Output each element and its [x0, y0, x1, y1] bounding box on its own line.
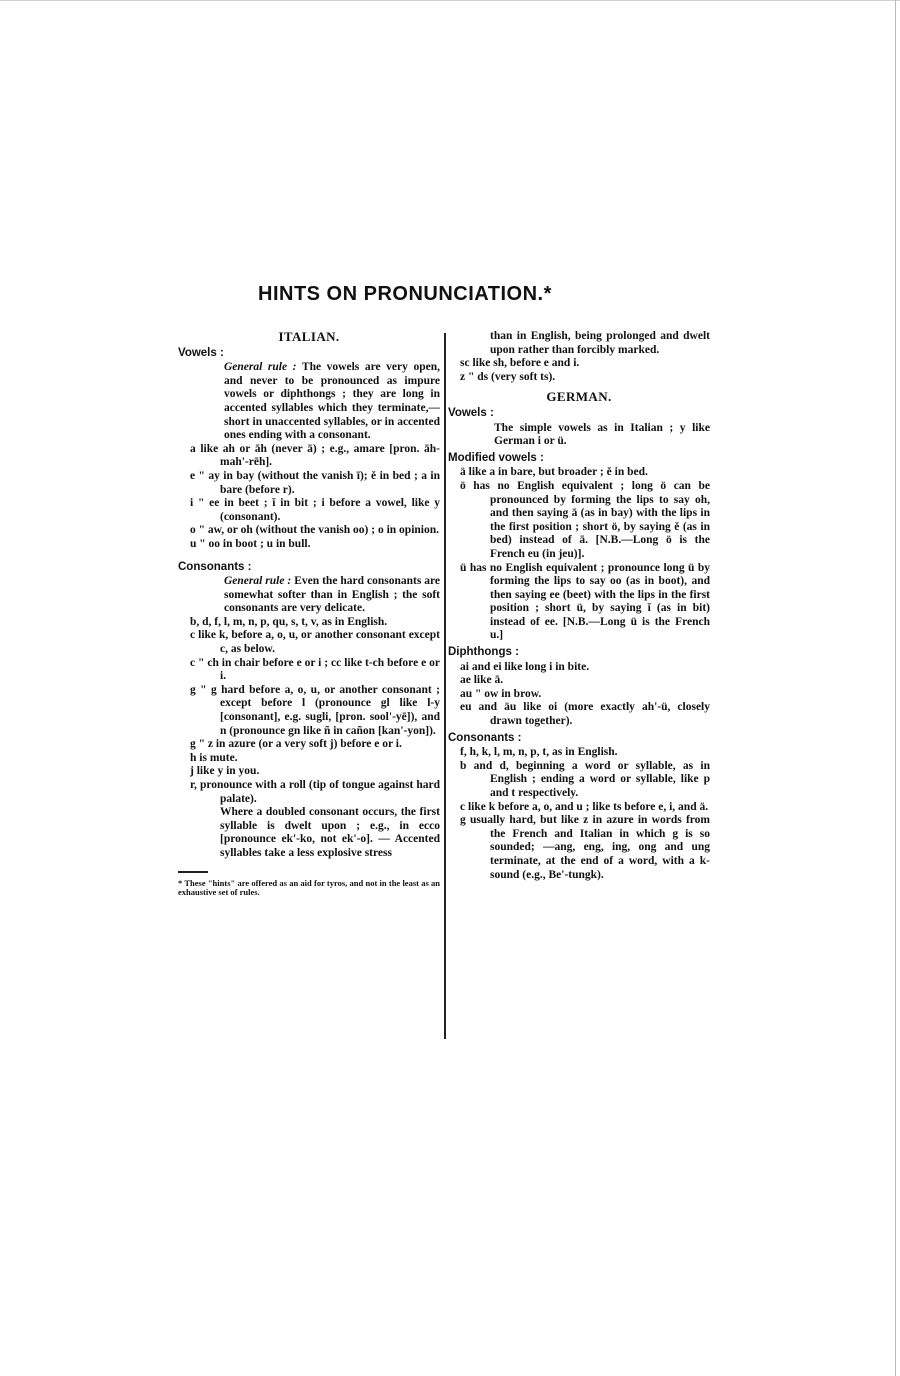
german-consonants-heading: Consonants :: [448, 731, 522, 744]
italian-heading: ITALIAN.: [278, 329, 340, 344]
italian-cons-rule-text: Even the hard consonants are somewhat softer than in English ; the soft consonants are very delicate.: [224, 575, 441, 615]
italian-cons-c2: c " ch in chair before e or i ; cc like t-ch before e or i.: [190, 656, 440, 683]
italian-consonants-heading: Consonants :: [178, 560, 252, 573]
german-diphthongs-heading: Diphthongs :: [448, 646, 519, 659]
german-mod-a: ä like a in bare, but broader ; ě in bed.: [460, 466, 648, 479]
footnote-rule: [178, 871, 208, 873]
page-right-border: [895, 0, 896, 1376]
italian-cons-g1: g " g hard before a, o, u, or another consonant ; except before l (pronounce gl like l-y [consonant], e.g. sugli, [pron. sool'-yē]), and n (pronounce gn like ñ in cañon [kan'-yon]).: [190, 683, 440, 737]
german-cons-list: f, h, k, l, m, n, p, t, as in English.: [460, 746, 618, 759]
italian-cons-list: b, d, f, l, m, n, p, qu, s, t, v, as in English.: [190, 615, 388, 628]
german-diph-ai: ai and ei like long i in bite.: [460, 660, 590, 673]
german-cons-g: g usually hard, but like z in azure in words from the French and Italian in which g is so sounded; —ang, eng, ing, ong and ung terminate, at the end of a word, with a k-sound (e.g., Be'-tungk).: [460, 814, 710, 881]
german-cons-c: c like k before a, o, and u ; like ts before e, i, and ä.: [460, 800, 709, 813]
italian-cons-rule-label: General rule :: [224, 575, 292, 588]
italian-cons-r: r, pronounce with a roll (tip of tongue against hard palate).: [190, 779, 440, 805]
italian-vowels-rule-label: General rule :: [224, 361, 297, 374]
page-title: HINTS ON PRONUNCIATION.*: [258, 283, 552, 305]
italian-cons-g2: g " z in azure (or a very soft j) before e or i.: [190, 738, 402, 751]
italian-cons-h: h is mute.: [190, 751, 238, 764]
italian-cons-j: j like y in you.: [190, 765, 260, 778]
italian-cons-z: z " ds (very soft ts).: [460, 370, 556, 383]
german-vowels-heading: Vowels :: [448, 406, 494, 419]
italian-vowel-o: o " aw, or oh (without the vanish oo) ; o in opinion.: [190, 524, 439, 537]
italian-vowel-a: a like ah or āh (never ā) ; e.g., amare [pron. āh-mah'-rēh].: [190, 442, 440, 469]
italian-doubled-consonants: Where a doubled consonant occurs, the first syllable is dwelt upon ; e.g., in ecco [pronounce ek'-ko, not ek'-o]. — Accented syllables take a less explosive stress: [220, 806, 440, 859]
german-mod-o: ö has no English equivalent ; long ö can be pronounced by forming the lips to say oh, and then saying ā (as in bay) with the lips in the first position ; short ö, by saying ě (as in bed) instead of ā. [N.B.—Long ö is the French eu (in jeu)].: [460, 479, 710, 560]
italian-cons-sc: sc like sh, before e and i.: [460, 357, 580, 370]
italian-vowel-i: i " ee in beet ; ĭ in bit ; i before a vowel, like y (consonant).: [190, 497, 440, 523]
german-heading: GERMAN.: [546, 389, 612, 405]
german-modified-vowels-heading: Modified vowels :: [448, 451, 544, 464]
italian-vowels-rule-text: The vowels are very open, and never to be pronounced as impure vowels or diphthongs ; they are long in accented syllables which they terminate,—short in unaccented syllables, or in accented ones ending with a consonant.: [224, 361, 440, 442]
german-diph-ae: ae like ā.: [460, 674, 504, 687]
column-divider: [444, 333, 446, 1039]
italian-cons-c1: c like k, before a, o, u, or another consonant except c, as below.: [190, 629, 440, 656]
german-vowels-text: The simple vowels as in Italian ; y like German i or ü.: [494, 421, 710, 448]
italian-stress-continuation: than in English, being prolonged and dwelt upon rather than forcibly marked.: [490, 330, 710, 356]
italian-column: [178, 330, 440, 898]
german-mod-u: ü has no English equivalent ; pronounce long ü by forming the lips to say oo (as in boot), and then saying ee (beet) with the lips in the first position ; short ü, by saying ĭ (as in bit) instead of ee. [N.B.—Long ü is the French u.]: [460, 561, 710, 642]
german-cons-bd: b and d, beginning a word or syllable, as in English ; ending a word or syllable, like p and t respectively.: [460, 759, 710, 799]
italian-consonants-rule: [178, 575, 440, 616]
italian-vowels-rule: [178, 361, 440, 443]
german-diph-eu: eu and äu like oi (more exactly ah'-ü, closely drawn together).: [460, 701, 710, 728]
page-top-border: [0, 0, 900, 1]
italian-vowel-u: u " oo in boot ; u in bull.: [190, 537, 311, 550]
italian-vowel-e: e " ay in bay (without the vanish ī); ě in bed ; a in bare (before r).: [190, 469, 440, 496]
german-column: [448, 330, 710, 882]
german-diph-au: au " ow in brow.: [460, 687, 542, 700]
footnote: * These "hints" are offered as an aid for tyros, and not in the least as an exhaustive set of rules.: [178, 877, 440, 898]
italian-vowels-heading: Vowels :: [178, 346, 224, 359]
